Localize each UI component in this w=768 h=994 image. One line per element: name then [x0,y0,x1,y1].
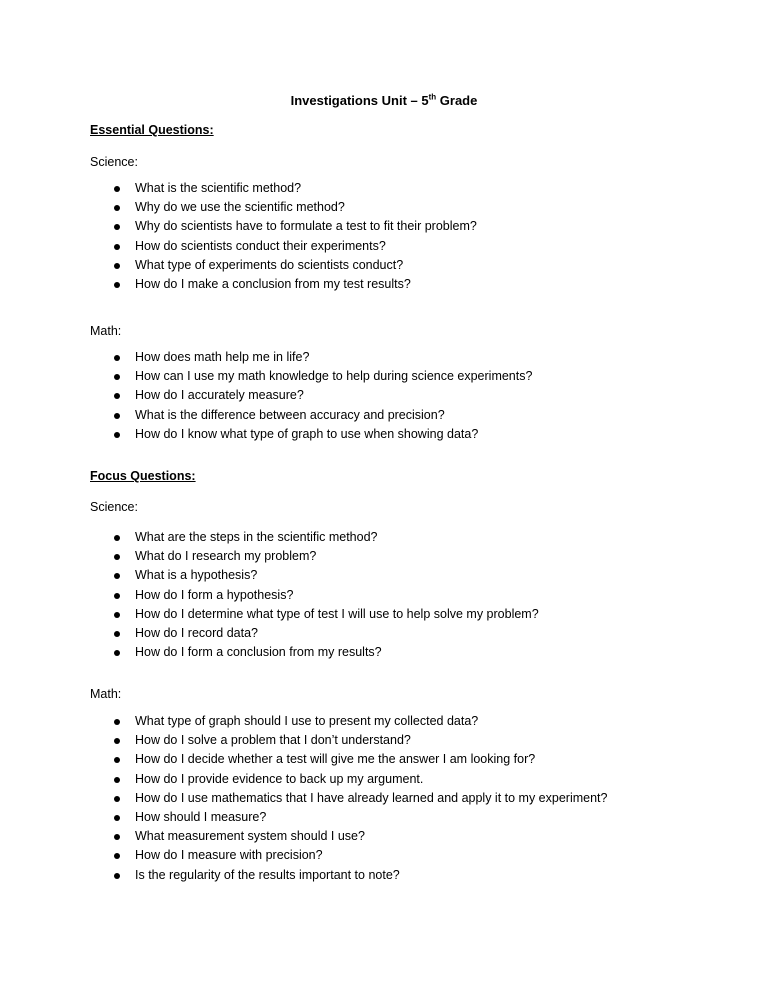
list-item-text: How can I use my math knowledge to help during science experiments? [135,369,533,384]
list-item [90,198,710,217]
bullet-icon [114,738,120,744]
bullet-icon [114,554,120,560]
bullet-icon [114,186,120,192]
bullet-icon [114,853,120,859]
essential-math-list-wrap [90,348,710,444]
list-item [90,827,710,846]
list-item-text: How do I record data? [135,625,258,640]
bullet-icon [114,796,120,802]
list-item-text: What is a hypothesis? [135,568,258,583]
focus-math-list [90,712,710,885]
bullet-icon [114,263,120,269]
essential-math-section [90,321,710,341]
essential-science-label: Science: [90,155,138,169]
list-item-text: How do I measure with precision? [135,848,323,863]
list-item-text: How do I use mathematics that I have already learned and apply it to my experiment? [135,790,608,805]
page-title-main: Investigations Unit – 5 [290,93,429,108]
list-item [90,731,710,750]
focus-science-list-wrap [90,528,710,662]
essential-questions-section [90,120,710,140]
bullet-icon [114,777,120,783]
list-item [90,866,710,885]
bullet-icon [114,815,120,821]
essential-questions-heading: Essential Questions: [90,123,214,137]
list-item-text: How do scientists conduct their experiments? [135,238,386,253]
list-item-text: How does math help me in life? [135,350,310,364]
list-item-text: What are the steps in the scientific method? [135,530,378,544]
focus-science-label: Science: [90,500,138,514]
list-item-text: What is the scientific method? [135,181,302,195]
list-item-text: How do I form a conclusion from my results? [135,645,382,660]
bullet-icon [114,374,120,380]
list-item [90,425,710,444]
list-item [90,528,710,547]
bullet-icon [114,573,120,579]
list-item-text: What measurement system should I use? [135,829,365,844]
list-item [90,750,710,769]
list-item [90,643,710,662]
bullet-icon [114,873,120,879]
essential-science-list-wrap [90,179,710,294]
bullet-icon [114,535,120,541]
page-title-superscript: th [428,92,437,102]
essential-math-label: Math: [90,324,122,338]
focus-math-label: Math: [90,687,122,701]
bullet-icon [114,224,120,230]
bullet-icon [114,593,120,599]
list-item-text: Is the regularity of the results important to note? [135,867,400,882]
list-item-text: What type of experiments do scientists conduct? [135,257,404,272]
list-item [90,348,710,367]
list-item-text: What type of graph should I use to present my collected data? [135,714,479,728]
list-item-text: How do I solve a problem that I don’t understand? [135,733,411,748]
list-item-text: What is the difference between accuracy and precision? [135,407,445,422]
list-item [90,275,710,294]
bullet-icon [114,834,120,840]
focus-math-list-wrap [90,712,710,885]
focus-questions-heading: Focus Questions: [90,469,196,483]
list-item [90,547,710,566]
list-item-text: How should I measure? [135,809,267,824]
focus-questions-section [90,466,710,486]
list-item-text: Why do we use the scientific method? [135,200,345,215]
bullet-icon [114,244,120,250]
bullet-icon [114,757,120,763]
essential-science-list [90,179,710,294]
bullet-icon [114,612,120,618]
list-item-text: How do I determine what type of test I will use to help solve my problem? [135,606,539,621]
list-item [90,846,710,865]
bullet-icon [114,282,120,288]
list-item [90,624,710,643]
focus-science-list [90,528,710,662]
list-item [90,217,710,236]
list-item [90,237,710,256]
list-item-text: How do I know what type of graph to use when showing data? [135,426,479,441]
list-item [90,179,710,198]
essential-science-section [90,152,710,172]
page-title-tail: Grade [436,93,478,108]
list-item [90,367,710,386]
bullet-icon [114,205,120,211]
bullet-icon [114,650,120,656]
list-item [90,566,710,585]
list-item-text: What do I research my problem? [135,549,317,564]
list-item-text: How do I make a conclusion from my test results? [135,276,411,291]
list-item-text: How do I provide evidence to back up my argument. [135,771,424,786]
list-item [90,605,710,624]
list-item [90,789,710,808]
list-item [90,712,710,731]
list-item-text: How do I form a hypothesis? [135,587,294,602]
focus-science-section [90,497,710,517]
bullet-icon [114,355,120,361]
list-item [90,386,710,405]
list-item-text: How do I decide whether a test will give me the answer I am looking for? [135,752,536,767]
list-item-text: Why do scientists have to formulate a test to fit their problem? [135,219,477,234]
bullet-icon [114,393,120,399]
bullet-icon [114,631,120,637]
focus-math-section [90,684,710,704]
list-item [90,586,710,605]
bullet-icon [114,432,120,438]
list-item [90,256,710,275]
list-item [90,406,710,425]
page-title [0,93,768,108]
list-item [90,770,710,789]
essential-math-list [90,348,710,444]
bullet-icon [114,413,120,419]
bullet-icon [114,719,120,725]
list-item-text: How do I accurately measure? [135,388,304,403]
list-item [90,808,710,827]
